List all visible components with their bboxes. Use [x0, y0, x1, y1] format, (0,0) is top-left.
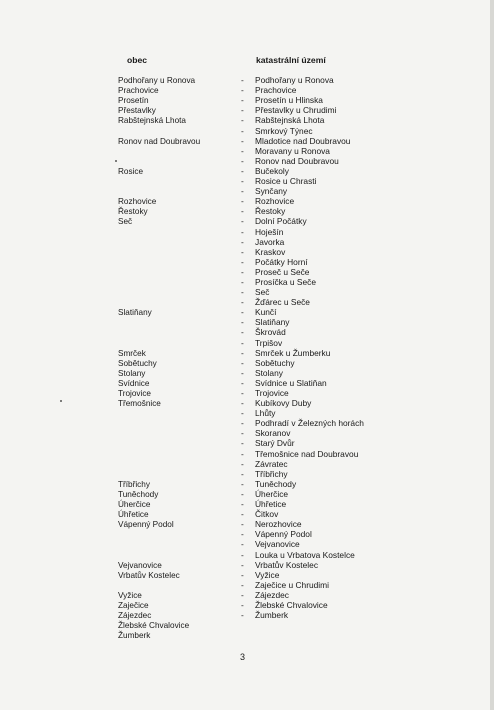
katastralni-uzemi-name: Slatiňany — [255, 317, 290, 328]
katastralni-uzemi-name: Trojovice — [255, 388, 289, 398]
katastralni-uzemi-row — [241, 469, 441, 479]
dash-marker: - — [241, 347, 244, 358]
katastralni-uzemi-row — [241, 438, 441, 448]
obec-row: Prachovice — [118, 85, 159, 96]
katastralni-uzemi-name: Rozhovice — [255, 196, 295, 207]
katastralni-uzemi-row — [241, 297, 441, 307]
obec-row: Podhořany u Ronova — [118, 75, 196, 86]
obec-row — [118, 428, 245, 438]
katastralni-uzemi-name: Trpišov — [255, 337, 283, 348]
katastralni-uzemi-name: Vápenný Podol — [255, 529, 312, 540]
katastralni-uzemi-row — [241, 227, 441, 237]
column-header-obec: obec — [127, 55, 148, 65]
katastralni-uzemi-name: Podhořany u Ronova — [255, 75, 334, 86]
dash-marker: - — [241, 377, 244, 388]
dash-marker: - — [241, 246, 244, 257]
katastralni-uzemi-name: Vyžice — [255, 569, 280, 580]
katastralni-uzemi-row — [241, 166, 441, 176]
katastralni-uzemi-row — [241, 206, 441, 216]
obec-row — [118, 156, 245, 166]
katastralni-uzemi-name: Javorka — [255, 236, 285, 247]
katastralni-uzemi-name: Ronov nad Doubravou — [255, 155, 339, 166]
katastralni-uzemi-name: Mladotice nad Doubravou — [255, 135, 351, 146]
dash-marker: - — [241, 529, 244, 540]
dash-marker: - — [241, 135, 244, 146]
katastralni-uzemi-row — [241, 307, 441, 317]
obec-row — [118, 146, 245, 156]
katastralni-uzemi-row — [241, 126, 441, 136]
dash-marker: - — [241, 165, 244, 176]
katastralni-uzemi-column — [241, 65, 441, 620]
katastralni-uzemi-row — [241, 610, 441, 620]
katastralni-uzemi-name: Úherčice — [255, 488, 289, 499]
dash-marker: - — [241, 206, 244, 217]
dash-marker: - — [241, 276, 244, 287]
katastralni-uzemi-row — [241, 408, 441, 418]
obec-column — [118, 65, 248, 640]
katastralni-uzemi-name: Synčany — [255, 186, 288, 197]
obec-row: Smrček — [118, 347, 146, 358]
katastralni-uzemi-name: Podhradí v Železných horách — [255, 418, 364, 429]
katastralni-uzemi-row — [241, 95, 441, 105]
dash-marker: - — [241, 579, 244, 590]
dash-marker: - — [241, 488, 244, 499]
dash-marker: - — [241, 266, 244, 277]
katastralni-uzemi-row — [241, 388, 441, 398]
dash-marker: - — [241, 539, 244, 550]
dash-marker: - — [241, 115, 244, 126]
dash-marker: - — [241, 478, 244, 489]
dash-marker: - — [241, 408, 244, 419]
katastralni-uzemi-row — [241, 186, 441, 196]
katastralni-uzemi-row — [241, 327, 441, 337]
katastralni-uzemi-row — [241, 338, 441, 348]
obec-row — [118, 257, 245, 267]
katastralni-uzemi-row — [241, 529, 441, 539]
katastralni-uzemi-name: Třemošnice nad Doubravou — [255, 448, 359, 459]
obec-row: Stolany — [118, 367, 146, 378]
obec-row — [118, 580, 245, 590]
obec-row — [118, 297, 245, 307]
dash-marker: - — [241, 549, 244, 560]
obec-row — [118, 247, 245, 257]
obec-row: Seč — [118, 216, 133, 227]
obec-row — [118, 449, 245, 459]
katastralni-uzemi-name: Skoranov — [255, 428, 291, 439]
column-header-katastralni-uzemi: katastrální území — [256, 55, 326, 65]
obec-row: Zaječice — [118, 599, 149, 610]
dash-marker: - — [241, 388, 244, 398]
katastralni-uzemi-name: Moravany u Ronova — [255, 145, 330, 156]
dash-marker: - — [241, 398, 244, 409]
katastralni-uzemi-name: Závratec — [255, 458, 288, 469]
dash-marker: - — [241, 357, 244, 368]
katastralni-uzemi-row — [241, 570, 441, 580]
katastralni-uzemi-row — [241, 176, 441, 186]
obec-row — [118, 529, 245, 539]
obec-row: Úherčice — [118, 499, 151, 510]
katastralni-uzemi-name: Proseč u Seče — [255, 266, 310, 277]
katastralni-uzemi-name: Úhřetice — [255, 499, 287, 510]
katastralni-uzemi-row — [241, 418, 441, 428]
dash-marker: - — [241, 599, 244, 610]
katastralni-uzemi-name: Prosetín u Hlinska — [255, 95, 323, 106]
katastralni-uzemi-row — [241, 237, 441, 247]
dash-marker: - — [241, 287, 244, 298]
dash-marker: - — [241, 367, 244, 378]
dash-marker: - — [241, 176, 244, 187]
obec-row: Žumberk — [118, 630, 151, 641]
katastralni-uzemi-name: Čitkov — [255, 509, 279, 520]
dash-marker: - — [241, 236, 244, 247]
katastralni-uzemi-row — [241, 196, 441, 206]
page-number: 3 — [240, 652, 246, 662]
katastralni-uzemi-row — [241, 115, 441, 125]
obec-row — [118, 469, 245, 479]
katastralni-uzemi-name: Kubíkovy Duby — [255, 398, 312, 409]
obec-row: Rabštejnská Lhota — [118, 115, 186, 126]
dash-marker: - — [241, 145, 244, 156]
katastralni-uzemi-row — [241, 428, 441, 438]
katastralni-uzemi-row — [241, 85, 441, 95]
katastralni-uzemi-row — [241, 489, 441, 499]
katastralni-uzemi-name: Zaječice u Chrudimi — [255, 579, 330, 590]
katastralni-uzemi-row — [241, 479, 441, 489]
dash-marker: - — [241, 468, 244, 479]
katastralni-uzemi-name: Žumberk — [255, 610, 289, 621]
obec-row — [118, 227, 245, 237]
katastralni-uzemi-row — [241, 519, 441, 529]
katastralni-uzemi-row — [241, 358, 441, 368]
katastralni-uzemi-row — [241, 75, 441, 85]
katastralni-uzemi-name: Škrovád — [255, 327, 286, 338]
katastralni-uzemi-row — [241, 267, 441, 277]
katastralni-uzemi-row — [241, 398, 441, 408]
katastralni-uzemi-row — [241, 257, 441, 267]
katastralni-uzemi-row — [241, 287, 441, 297]
dash-marker: - — [241, 337, 244, 348]
dash-marker: - — [241, 569, 244, 580]
katastralni-uzemi-row — [241, 459, 441, 469]
katastralni-uzemi-row — [241, 378, 441, 388]
obec-row: Žlebské Chvalovice — [118, 620, 190, 631]
dash-marker: - — [241, 297, 244, 308]
katastralni-uzemi-row — [241, 348, 441, 358]
obec-row: Rozhovice — [118, 196, 157, 207]
katastralni-uzemi-name: Nerozhovice — [255, 519, 302, 530]
dash-marker: - — [241, 317, 244, 328]
katastralni-uzemi-name: Smrkový Týnec — [255, 125, 313, 136]
katastralni-uzemi-name: Vejvanovice — [255, 539, 300, 550]
katastralni-uzemi-name: Zájezdec — [255, 589, 289, 600]
katastralni-uzemi-row — [241, 146, 441, 156]
dash-marker: - — [241, 256, 244, 267]
obec-row: Tuněchody — [118, 488, 159, 499]
dash-marker: - — [241, 509, 244, 520]
obec-row: Řestoky — [118, 206, 148, 217]
obec-row: Vrbatův Kostelec — [118, 569, 180, 580]
obec-row: Třemošnice — [118, 398, 161, 409]
obec-row: Přestavlky — [118, 105, 156, 116]
dash-marker: - — [241, 327, 244, 338]
katastralni-uzemi-row — [241, 539, 441, 549]
obec-row — [118, 65, 245, 75]
dash-marker: - — [241, 499, 244, 510]
katastralni-uzemi-name: Starý Dvůr — [255, 438, 295, 449]
katastralni-uzemi-row — [241, 105, 441, 115]
dash-marker: - — [241, 75, 244, 86]
page-edge-shadow — [490, 0, 494, 710]
katastralni-uzemi-name: Dolní Počátky — [255, 216, 307, 227]
katastralni-uzemi-name: Smrček u Žumberku — [255, 347, 331, 358]
obec-row: Ronov nad Doubravou — [118, 135, 201, 146]
katastralni-uzemi-name: Prosíčka u Seče — [255, 276, 316, 287]
dash-marker: - — [241, 448, 244, 459]
obec-row — [118, 418, 245, 428]
obec-row: Sobětuchy — [118, 357, 157, 368]
katastralni-uzemi-name: Lhůty — [255, 408, 276, 419]
katastralni-uzemi-name: Prachovice — [255, 85, 297, 96]
obec-row: Vápenný Podol — [118, 519, 174, 530]
obec-row: Zájezdec — [118, 610, 152, 621]
dash-marker: - — [241, 216, 244, 227]
obec-row — [118, 237, 245, 247]
obec-row — [118, 327, 245, 337]
katastralni-uzemi-row — [241, 590, 441, 600]
katastralni-uzemi-name: Žďárec u Seče — [255, 297, 310, 308]
dash-marker: - — [241, 610, 244, 621]
obec-row — [118, 287, 245, 297]
katastralni-uzemi-name: Vrbatův Kostelec — [255, 559, 319, 570]
katastralni-uzemi-name: Řestoky — [255, 206, 286, 217]
obec-row: Úhřetice — [118, 509, 149, 520]
obec-row — [118, 459, 245, 469]
katastralni-uzemi-row — [241, 368, 441, 378]
obec-row: Vejvanovice — [118, 559, 162, 570]
katastralni-uzemi-name: Stolany — [255, 367, 283, 378]
katastralni-uzemi-name: Svídnice u Slatiňan — [255, 377, 327, 388]
obec-row: Rosice — [118, 165, 144, 176]
katastralni-uzemi-name: Rabštejnská Lhota — [255, 115, 325, 126]
obec-row — [118, 539, 245, 549]
katastralni-uzemi-row — [241, 277, 441, 287]
dash-marker: - — [241, 186, 244, 197]
katastralni-uzemi-name: Louka u Vrbatova Kostelce — [255, 549, 355, 560]
obec-row — [118, 438, 245, 448]
dash-marker: - — [241, 105, 244, 116]
katastralni-uzemi-name: Počátky Horní — [255, 256, 308, 267]
katastralni-uzemi-name: Tuněchody — [255, 478, 297, 489]
dash-marker: - — [241, 428, 244, 439]
obec-row — [118, 338, 245, 348]
scan-speck — [115, 160, 117, 162]
katastralni-uzemi-name: Seč — [255, 287, 270, 298]
katastralni-uzemi-row — [241, 580, 441, 590]
katastralni-uzemi-name: Bučekoly — [255, 165, 289, 176]
katastralni-uzemi-name: Hoješín — [255, 226, 284, 237]
obec-row: Tříbřichy — [118, 478, 150, 489]
katastralni-uzemi-row — [241, 136, 441, 146]
dash-marker: - — [241, 438, 244, 449]
katastralni-uzemi-row — [241, 317, 441, 327]
dash-marker: - — [241, 559, 244, 570]
scan-speck — [60, 400, 62, 402]
dash-marker: - — [241, 125, 244, 136]
obec-row: Trojovice — [118, 388, 151, 398]
obec-row — [118, 126, 245, 136]
obec-row: Vyžice — [118, 589, 142, 600]
obec-row — [118, 550, 245, 560]
dash-marker: - — [241, 589, 244, 600]
katastralni-uzemi-row — [241, 499, 441, 509]
katastralni-uzemi-row — [241, 550, 441, 560]
dash-marker: - — [241, 519, 244, 530]
dash-marker: - — [241, 458, 244, 469]
obec-row — [118, 408, 245, 418]
dash-marker: - — [241, 307, 244, 318]
katastralni-uzemi-row — [241, 247, 441, 257]
katastralni-uzemi-row — [241, 216, 441, 226]
obec-row — [118, 267, 245, 277]
obec-row: Slatiňany — [118, 307, 152, 318]
katastralni-uzemi-name: Kraskov — [255, 246, 286, 257]
dash-marker: - — [241, 196, 244, 207]
obec-row — [118, 277, 245, 287]
katastralni-uzemi-row — [241, 156, 441, 166]
katastralni-uzemi-row — [241, 560, 441, 570]
katastralni-uzemi-row — [241, 600, 441, 610]
katastralni-uzemi-name: Rosice u Chrasti — [255, 176, 317, 187]
obec-row — [118, 186, 245, 196]
katastralni-uzemi-name: Kunčí — [255, 307, 277, 318]
dash-marker: - — [241, 226, 244, 237]
obec-row — [118, 317, 245, 327]
katastralni-uzemi-row — [241, 449, 441, 459]
katastralni-uzemi-name: Přestavlky u Chrudimi — [255, 105, 337, 116]
katastralni-uzemi-row — [241, 509, 441, 519]
katastralni-uzemi-row — [241, 65, 441, 75]
obec-row: Svídnice — [118, 377, 150, 388]
obec-row: Prosetín — [118, 95, 149, 106]
dash-marker: - — [241, 85, 244, 96]
katastralni-uzemi-name: Sobětuchy — [255, 357, 295, 368]
dash-marker: - — [241, 95, 244, 106]
obec-row — [118, 176, 245, 186]
katastralni-uzemi-name: Žlebské Chvalovice — [255, 599, 328, 610]
dash-marker: - — [241, 418, 244, 429]
dash-marker: - — [241, 155, 244, 166]
katastralni-uzemi-name: Tříbřichy — [255, 468, 288, 479]
